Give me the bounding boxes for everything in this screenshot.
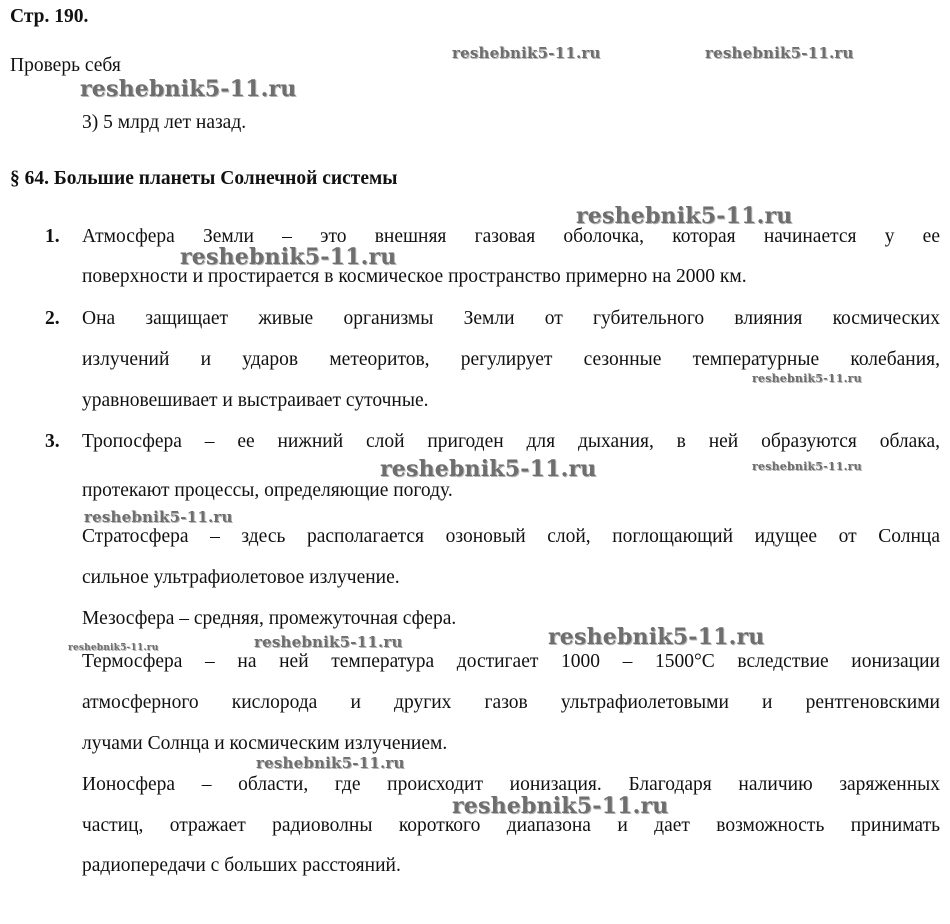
item-3-line-6: Термосфера – на ней температура достигает 1000 – 1500°С вследствие ионизации [82,651,940,672]
watermark: reshebnik5-11.ru [84,508,233,526]
item-number-1: 1. [45,226,60,247]
watermark: reshebnik5-11.ru [68,643,159,653]
section-title: § 64. Большие планеты Солнечной системы [10,168,398,189]
watermark: reshebnik5-11.ru [180,244,397,270]
item-number-2: 2. [45,308,60,329]
watermark: reshebnik5-11.ru [452,44,601,62]
check-heading: Проверь себя [10,55,121,76]
watermark: reshebnik5-11.ru [752,460,862,473]
item-3-line-5: Мезосфера – средняя, промежуточная сфера. [82,608,457,629]
item-3-line-4: сильное ультрафиолетовое излучение. [82,567,400,588]
item-3-line-2: протекают процессы, определяющие погоду. [82,480,453,501]
watermark: reshebnik5-11.ru [548,624,765,650]
item-2-line-3: уравновешивает и выстраивает суточные. [82,390,429,411]
item-1-line-2: поверхности и простирается в космическое пространство примерно на 2000 км. [82,266,747,287]
watermark: reshebnik5-11.ru [705,44,854,62]
item-2-line-2: излучений и ударов метеоритов, регулирует сезонные температурные колебания, [82,349,940,370]
check-answer: 3) 5 млрд лет назад. [82,112,247,133]
watermark: reshebnik5-11.ru [380,456,597,482]
item-3-line-8: лучами Солнца и космическим излучением. [82,733,448,754]
item-3-line-9: Ионосфера – области, где происходит ионизация. Благодаря наличию заряженных [82,774,940,795]
watermark: reshebnik5-11.ru [80,76,297,102]
item-number-3: 3. [45,431,60,452]
item-3-line-7: атмосферного кислорода и других газов ультрафиолетовыми и рентгеновскими [82,692,940,713]
watermark: reshebnik5-11.ru [256,754,405,772]
item-1-line-1: Атмосфера Земли – это внешняя газовая оболочка, которая начинается у ее [82,226,940,247]
item-2-line-1: Она защищает живые организмы Земли от губительного влияния космических [82,308,940,329]
item-3-line-3: Стратосфера – здесь располагается озоновый слой, поглощающий идущее от Солнца [82,526,940,547]
page-label: Стр. 190. [10,6,89,27]
item-3-line-11: радиопередачи с больших расстояний. [82,855,401,876]
item-3-line-1: Тропосфера – ее нижний слой пригоден для дыхания, в ней образуются облака, [82,431,940,452]
watermark: reshebnik5-11.ru [576,203,793,229]
item-3-line-10: частиц, отражает радиоволны короткого диапазона и дает возможность принимать [82,815,940,836]
watermark: reshebnik5-11.ru [254,633,403,651]
watermark: reshebnik5-11.ru [752,372,862,385]
watermark: reshebnik5-11.ru [452,793,669,819]
